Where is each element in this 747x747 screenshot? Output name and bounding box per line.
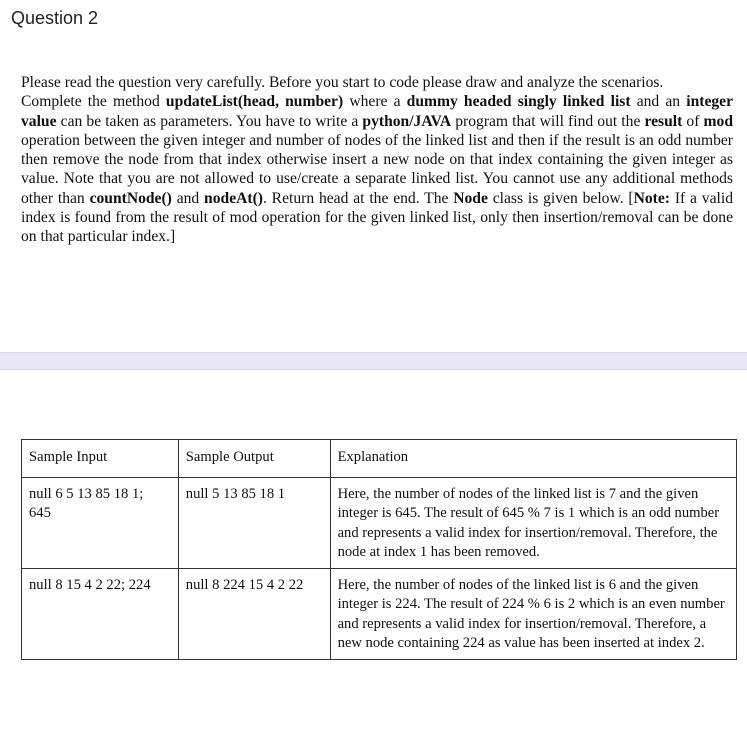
sample-output-cell: null 8 224 15 4 2 22 [178,568,330,659]
header-explanation: Explanation [330,440,736,478]
explanation-cell: Here, the number of nodes of the linked list is 7 and the given integer is 645. The result of 645 % 7 is 1 which is an odd number and represents a valid index for insertion/removal. Therefore, the node at index 1 has been removed. [330,477,736,568]
sample-input-cell: null 8 15 4 2 22; 224 [22,568,179,659]
section-divider [0,352,747,370]
sample-table [21,439,737,660]
table-row [22,477,737,568]
sample-input-cell: null 6 5 13 85 18 1; 645 [22,477,179,568]
question-text [21,73,733,247]
table-header-row [22,440,737,478]
table-row [22,568,737,659]
header-sample-input: Sample Input [22,440,179,478]
sample-output-cell: null 5 13 85 18 1 [178,477,330,568]
question-title: Question 2 [11,8,99,28]
explanation-cell: Here, the number of nodes of the linked list is 6 and the given integer is 224. The result of 224 % 6 is 2 which is an even number and represents a valid index for insertion/removal. Therefore, a new node containing 224 as value has been inserted at index 2. [330,568,736,659]
method-name: updateList(head, number) [165,93,344,111]
intro-paragraph: Please read the question very carefully. Before you start to code please draw and analyze the scenarios. [21,74,664,91]
task-paragraph: Complete the method updateList(head, number) where a dummy headed singly linked list and an integer value can be taken as parameters. You have to write a python/JAVA program that will find out the result of mod operation between the given integer and number of nodes of the linked list and then if the result is an odd number then remove the node from that index otherwise insert a new node on that index containing the given integer as value. Note that you are not allowed to use/create a separate linked list. You cannot use any additional methods other than countNode() and nodeAt(). Return head at the end. The Node class is given below. [Note: If a valid index is found from the result of mod operation for the given linked list, only then insertion/removal can be done on that particular index.] [21,93,734,246]
header-sample-output: Sample Output [178,440,330,478]
